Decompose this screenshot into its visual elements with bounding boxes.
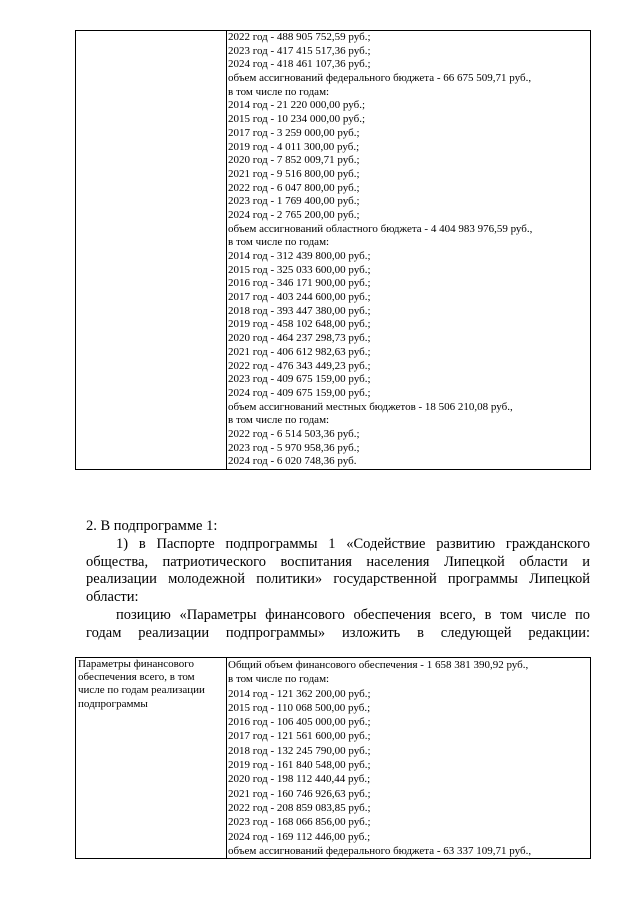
t2-line: 2018 год - 132 245 790,00 руб.; — [228, 744, 371, 757]
t2-line: 2020 год - 198 112 440,44 руб.; — [228, 773, 371, 786]
t2-line: 2017 год - 121 561 600,00 руб.; — [228, 730, 371, 743]
position-instruction — [86, 607, 590, 642]
t1-line: 2016 год - 346 171 900,00 руб.; — [228, 277, 371, 290]
financing-table-continuation — [75, 30, 591, 470]
t2-line: 2015 год - 110 068 500,00 руб.; — [228, 701, 371, 714]
t1-line: 2021 год - 406 612 982,63 руб.; — [228, 345, 371, 358]
item-1-line-1: 1) в Паспорте подпрограммы 1 «Содействие развитию гражданского — [116, 536, 590, 552]
t1-line: объем ассигнований местных бюджетов - 18 506 210,08 руб., — [228, 400, 513, 413]
table2-right-cell — [227, 658, 591, 859]
item-1-line-3: реализации молодежной политики» государственной программы Липецкой — [86, 571, 590, 587]
item-1-line-2: общества, патриотического воспитания населения Липецкой области и — [86, 553, 590, 570]
t1-line: в том числе по годам: — [228, 85, 330, 98]
t1-line: 2021 год - 9 516 800,00 руб.; — [228, 167, 360, 180]
t1-line: 2022 год - 476 343 449,23 руб.; — [228, 359, 371, 372]
item-1-line-4: области: — [86, 588, 139, 605]
t1-line: в том числе по годам: — [228, 236, 330, 249]
parameter-label-line: подпрограммы — [78, 697, 148, 710]
t2-line: 2019 год - 161 840 548,00 руб.; — [228, 759, 371, 772]
t1-line: 2017 год - 3 259 000,00 руб.; — [228, 126, 360, 139]
table2-lines — [227, 658, 590, 858]
t1-line: 2014 год - 21 220 000,00 руб.; — [228, 99, 366, 112]
t1-line: 2019 год - 4 011 300,00 руб.; — [228, 140, 360, 153]
t1-line: 2015 год - 325 033 600,00 руб.; — [228, 263, 371, 276]
t1-line: 2024 год - 6 020 748,36 руб. — [228, 455, 357, 468]
t1-line: объем ассигнований федерального бюджета - 66 675 509,71 руб., — [228, 72, 532, 85]
t1-line: 2020 год - 464 237 298,73 руб.; — [228, 332, 371, 345]
t1-line: в том числе по годам: — [228, 414, 330, 427]
t1-line: 2017 год - 403 244 600,00 руб.; — [228, 291, 371, 304]
parameter-label — [76, 658, 226, 711]
t2-line: 2014 год - 121 362 200,00 руб.; — [228, 687, 371, 700]
t1-line: 2022 год - 6 514 503,36 руб.; — [228, 427, 360, 440]
t1-line: объем ассигнований областного бюджета - 4 404 983 976,59 руб., — [228, 222, 533, 235]
t1-line: 2024 год - 418 461 107,36 руб.; — [228, 58, 371, 71]
position-line-1: позицию «Параметры финансового обеспечения всего, в том числе по — [116, 607, 590, 623]
t1-line: 2023 год - 417 415 517,36 руб.; — [228, 44, 371, 57]
t1-line: 2014 год - 312 439 800,00 руб.; — [228, 250, 371, 262]
t1-line: 2020 год - 7 852 009,71 руб.; — [228, 154, 360, 167]
table1-right-cell — [227, 31, 591, 470]
t1-line: 2015 год - 10 234 000,00 руб.; — [228, 113, 366, 126]
t1-line: 2019 год - 458 102 648,00 руб.; — [228, 318, 371, 331]
section-2-heading: 2. В подпрограмме 1: — [86, 518, 218, 534]
t1-line: 2023 год - 5 970 958,36 руб.; — [228, 441, 360, 454]
subprogram-financing-table — [75, 657, 591, 859]
t2-line: 2016 год - 106 405 000,00 руб.; — [228, 716, 371, 729]
t2-line: 2022 год - 208 859 083,85 руб.; — [228, 801, 371, 814]
t1-line: 2024 год - 2 765 200,00 руб.; — [228, 208, 360, 221]
t2-line: 2023 год - 168 066 856,00 руб.; — [228, 816, 371, 829]
t2-line: 2024 год - 169 112 446,00 руб.; — [228, 830, 371, 843]
t1-line: 2023 год - 409 675 159,00 руб.; — [228, 373, 371, 386]
t2-line: в том числе по годам: — [228, 673, 330, 686]
parameter-label-line: обеспечения всего, в том — [78, 671, 195, 684]
t2-line: объем ассигнований федерального бюджета - 63 337 109,71 руб., — [228, 844, 532, 857]
table2-left-cell — [76, 658, 227, 859]
t1-line: 2018 год - 393 447 380,00 руб.; — [228, 304, 371, 317]
parameter-label-line: числе по годам реализации — [78, 684, 205, 697]
t1-line: 2024 год - 409 675 159,00 руб.; — [228, 386, 371, 399]
parameter-label-line: Параметры финансового — [78, 658, 195, 670]
t2-line: Общий объем финансового обеспечения - 1 658 381 390,92 руб., — [228, 659, 529, 671]
table1-lines — [227, 31, 590, 469]
table1-left-cell — [76, 31, 227, 470]
t1-line: 2022 год - 6 047 800,00 руб.; — [228, 181, 360, 194]
position-line-2: годам реализации подпрограммы» изложить в следующей редакции: — [86, 624, 590, 641]
t2-line: 2021 год - 160 746 926,63 руб.; — [228, 787, 371, 800]
section-2-item-1 — [86, 536, 590, 606]
t1-line: 2022 год - 488 905 752,59 руб.; — [228, 31, 371, 43]
t1-line: 2023 год - 1 769 400,00 руб.; — [228, 195, 360, 208]
